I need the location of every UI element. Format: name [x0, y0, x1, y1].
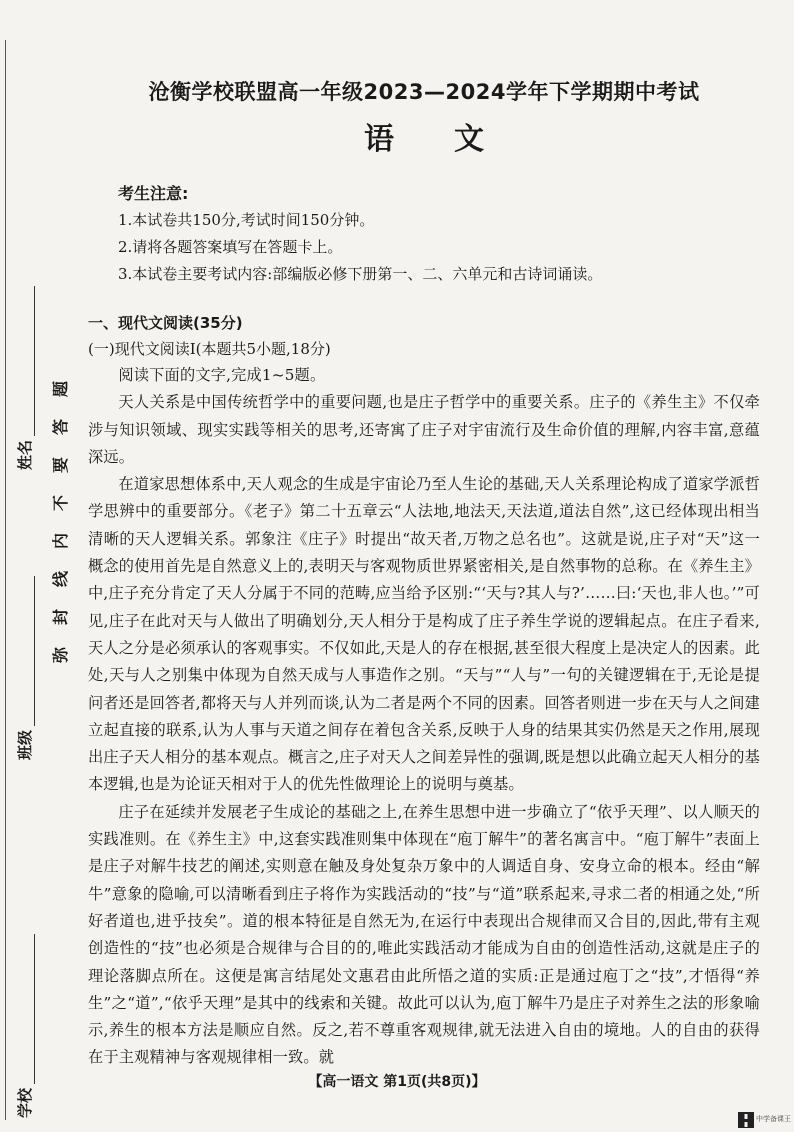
seal-char: 封: [50, 608, 70, 626]
name-label: 姓名: [16, 439, 34, 470]
sub-section-heading: (一)现代文阅读Ⅰ(本题共5小题,18分): [88, 340, 331, 358]
seal-notice: [50, 370, 72, 674]
notice-item: 1.本试卷共150分,考试时间150分钟。: [118, 211, 375, 229]
exam-page-content: [88, 76, 760, 1072]
class-field: [14, 576, 35, 760]
instruction: 阅读下面的文字,完成1~5题。: [118, 366, 326, 384]
qr-code-icon: [738, 1112, 754, 1128]
binding-margin: [0, 0, 78, 1132]
seal-char: 不: [50, 494, 70, 512]
notice-title: 考生注意:: [118, 184, 189, 203]
passage-paragraph: 在道家思想体系中,天人观念的生成是宇宙论乃至人生论的基础,天人关系理论构成了道家学派哲学思辨中的重要部分。《老子》第二十五章云“人法地,地法天,天法道,道法自然”,这已经体现出相当清晰的天人逻辑关系。郭象注《庄子》时提出“故天者,万物之总名也”。这就是说,庄子对“天”这一概念的使用首先是自然意义上的,表明天与客观物质世界紧密相关,是自然事物的总称。在《养生主》中,庄子充分肯定了天人分属于不同的范畴,应当给予区别:“‘天与?其人与?’……曰:‘天也,非人也。’”可见,庄子在此对天与人做出了明确划分,天人相分于是构成了庄子养生学说的逻辑起点。在庄子看来,天人之分是必须承认的客观事实。不仅如此,天是人的存在根据,甚至很大程度上是决定人的因素。此处,天与人之别集中体现为自然天成与人事造作之别。“天与”“人与”一句的关键逻辑在于,无论是提问者还是回答者,都将天与人并列而谈,认为二者是两个不同的因素。回答者则进一步在天与人之间建立起直接的联系,认为人事与天道之间存在着包含关系,反映于人身的结果其实仍然是天之作用,展现出庄子天人相分的基本观点。概言之,庄子对天人之间差异性的强调,既是想以此确立起天人相分的基本逻辑,也是为论证天相对于人的优先性做理论上的说明与奠基。: [88, 475, 760, 794]
school-line: [34, 934, 35, 1084]
name-field: [14, 286, 35, 470]
seal-char: 线: [50, 570, 70, 588]
candidate-notice: [118, 180, 760, 288]
binding-line: [5, 40, 6, 1120]
brand-watermark: 中学备课王: [756, 1115, 791, 1123]
school-label: 学校: [16, 1087, 34, 1118]
passage-paragraph: 庄子在延续并发展老子生成论的基础之上,在养生思想中进一步确立了“依乎天理”、以人顺天的实践准则。在《养生主》中,这套实践准则集中体现在“庖丁解牛”的著名寓言中。“庖丁解牛”表面上是庄子对解牛技艺的阐述,实则意在触及身处复杂万象中的人调适自身、安身立命的根本。经由“解牛”意象的隐喻,可以清晰看到庄子将作为实践活动的“技”与“道”联系起来,寻求二者的相通之处,“所好者道也,进乎技矣”。道的根本特征是自然无为,在运行中表现出合规律而又合目的,因此,带有主观创造性的“技”也必须是合规律与合目的的,唯此实践活动才能成为自由的创造性活动,这就是庄子的理论落脚点所在。这便是寓言结尾处文惠君由此所悟之道的实质:正是通过庖丁之“技”,才悟得“养生”之“道”,“依乎天理”是其中的线索和关键。故此可以认为,庖丁解牛乃是庄子对养生之法的形象喻示,养生的根本方法是顺应自然。反之,若不尊重客观规律,就无法进入自由的境地。人的自由的获得在于主观精神与客观规律相一致。就: [88, 802, 760, 1067]
passage-paragraph: 天人关系是中国传统哲学中的重要问题,也是庄子哲学中的重要关系。庄子的《养生主》不仅牵涉与知识领域、现实实践等相关的思考,还寄寓了庄子对宇宙流行及生命价值的理解,内容丰富,意蕴深远。: [88, 393, 760, 466]
name-line: [34, 286, 35, 436]
class-label: 班级: [16, 729, 34, 760]
seal-char: 弥: [50, 646, 70, 664]
class-line: [34, 576, 35, 726]
seal-char: 题: [50, 380, 70, 398]
section-heading: 一、现代文阅读(35分): [88, 314, 243, 332]
subject-title: 语文: [364, 122, 544, 157]
seal-char: 要: [50, 456, 70, 474]
notice-item: 3.本试卷主要考试内容:部编版必修下册第一、二、六单元和古诗词诵读。: [118, 265, 603, 283]
seal-char: 内: [50, 532, 70, 550]
notice-item: 2.请将各题答案填写在答题卡上。: [118, 238, 343, 256]
exam-title: 沧衡学校联盟高一年级2023—2024学年下学期期中考试: [148, 80, 700, 104]
page-footer: 【高一语文 第1页(共8页)】: [308, 1074, 486, 1090]
seal-char: 答: [50, 418, 70, 436]
